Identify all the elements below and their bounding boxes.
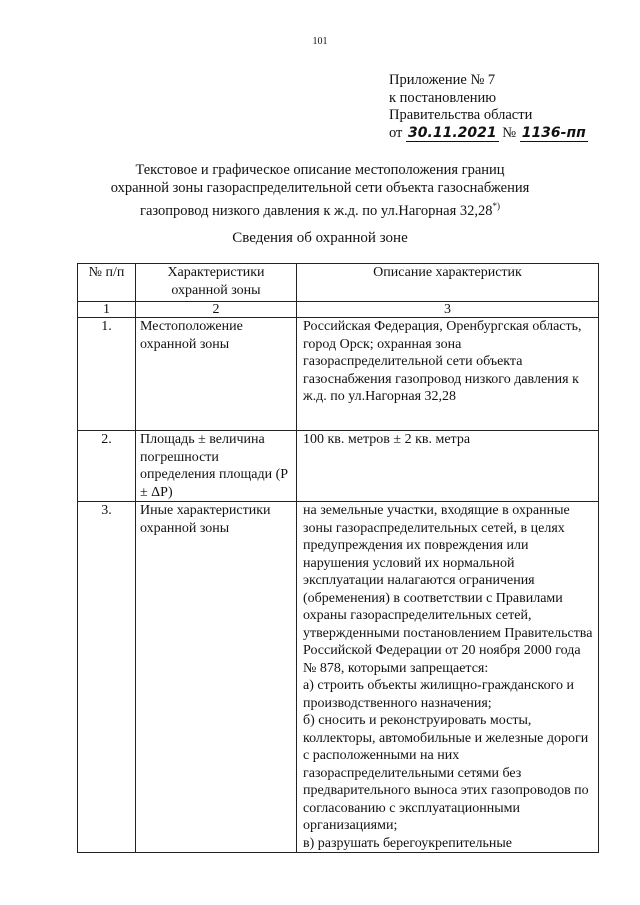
row-number: 3.: [78, 502, 136, 853]
handwritten-number: 1136-пп: [521, 124, 586, 141]
page-number: 101: [312, 36, 328, 47]
table-header-row: [78, 264, 599, 302]
column-number: 1: [78, 302, 136, 318]
number-prefix: №: [502, 124, 517, 141]
appendix-line-3: Правительства области: [389, 107, 533, 123]
row-description: 100 кв. метров ± 2 кв. метра: [297, 431, 599, 502]
restrictions-intro: на земельные участки, входящие в охранные зоны газораспределительных сетей, в целях предупреждения их повреждения или нарушения условий их нормальной эксплуатации налагаются ограничения (обременения) в соответствии с Правилами охраны газораспределительных сетей, утвержденными постановлением Правительства Российской Федерации от 20 ноября 2000 года № 878, которыми запрещается:: [303, 503, 593, 676]
header-characteristics: Характеристики охранной зоны: [136, 264, 297, 302]
document-title: [0, 161, 640, 220]
title-line-2: охранной зоны газораспределительной сети объекта газоснабжения: [110, 180, 530, 196]
restriction-item-c: в) разрушать берегоукрепительные: [303, 835, 513, 851]
footnote-mark: *): [492, 201, 500, 211]
row-characteristic: Иные характеристики охранной зоны: [136, 502, 297, 853]
title-line-3: [0, 197, 640, 220]
section-heading: Сведения об охранной зоне: [232, 230, 408, 246]
header-description: Описание характеристик: [297, 264, 599, 302]
row-number: 1.: [78, 318, 136, 431]
appendix-date-line: [389, 125, 588, 143]
appendix-line-1: Приложение № 7: [389, 72, 496, 88]
row-characteristic: Местоположение охранной зоны: [136, 318, 297, 431]
row-description: [297, 502, 599, 853]
header-number: № п/п: [78, 264, 136, 302]
column-number: 2: [136, 302, 297, 318]
row-characteristic: Площадь ± величина погрешности определения площади (Р ± ΔР): [136, 431, 297, 502]
table-row: [78, 502, 599, 853]
title-line-1: Текстовое и графическое описание местоположения границ: [135, 162, 505, 178]
appendix-line-2: к постановлению: [389, 89, 497, 106]
title-line-3-text: газопровод низкого давления к ж.д. по ул.Нагорная 32,28: [140, 203, 493, 219]
zone-info-table: [77, 263, 599, 853]
column-number: 3: [297, 302, 599, 318]
table-row: [78, 431, 599, 502]
appendix-block: [389, 72, 588, 142]
restriction-item-a: а) строить объекты жилищно-гражданского и производственного назначения;: [303, 678, 574, 711]
row-description: Российская Федерация, Оренбургская область, город Орск; охранная зона газораспределительной сети объекта газоснабжения газопровод низкого давления к ж.д. по ул.Нагорная 32,28: [297, 318, 599, 431]
row-number: 2.: [78, 431, 136, 502]
date-prefix: от: [389, 124, 403, 141]
handwritten-date: 30.11.2021: [408, 124, 497, 141]
column-number-row: [78, 302, 599, 318]
restriction-item-b: б) сносить и реконструировать мосты, коллекторы, автомобильные и железные дороги с расположенными на них газораспределительными сетями без предварительного выноса этих газопроводов по согласованию с эксплуатационными организациями;: [303, 713, 589, 833]
table-row: [78, 318, 599, 431]
